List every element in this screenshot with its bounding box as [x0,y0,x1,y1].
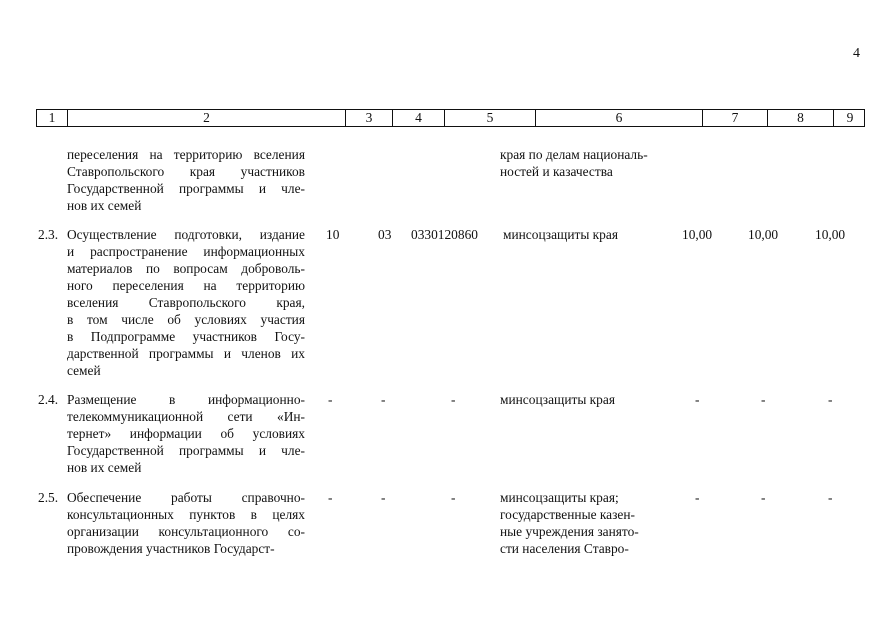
header-cell-3: 3 [345,110,392,126]
row-description [67,489,305,557]
description-line: провождения участников Государст- [67,541,275,556]
description-line: Ставропольского края участников [67,164,305,179]
description-line: семей [67,363,101,378]
row-col3: - [328,490,333,505]
row-col3: - [328,392,333,407]
description-line: дарственной программы и членов их [67,346,305,361]
executor-line: края по делам националь- [500,147,648,162]
description-line: материалов по вопросам доброволь- [67,261,305,276]
continuation-description [67,146,305,214]
row-number: 2.4. [38,392,59,407]
row-col9: - [828,392,833,407]
row-col8: 10,00 [748,227,779,242]
description-line: Размещение в информационно- [67,392,305,407]
header-cell-2: 2 [67,110,345,126]
row-col7: - [695,392,700,407]
row-col9: 10,00 [815,227,846,242]
header-cell-6: 6 [535,110,702,126]
row-description [67,391,305,476]
description-line: вселения Ставропольского края, [67,295,305,310]
description-line: Государственной программы и чле- [67,443,305,458]
row-col7: - [695,490,700,505]
executor-line: ные учреждения занято- [500,524,639,539]
description-line: нов их семей [67,460,142,475]
description-line: в Подпрограмме участников Госу- [67,329,305,344]
description-line: Государственной программы и чле- [67,181,305,196]
executor-line: минсоцзащиты края [503,227,618,242]
header-cell-9: 9 [833,110,866,126]
executor-line: сти населения Ставро- [500,541,629,556]
row-col4: - [381,490,386,505]
row-col3: 10 [326,227,340,242]
row-col8: - [761,392,766,407]
header-cell-1: 1 [48,110,56,125]
row-executor [500,391,615,408]
row-col8: - [761,490,766,505]
executor-line: государственные казен- [500,507,635,522]
row-executor [500,489,639,557]
executor-line: ностей и казачества [500,164,613,179]
executor-line: минсоцзащиты края; [500,490,619,505]
row-col5: 0330120860 [411,227,478,242]
row-number: 2.5. [38,490,59,505]
description-line: тернет» информации об условиях [67,426,305,441]
description-line: ного переселения на территорию [67,278,305,293]
description-line: телекоммуникационной сети «Ин- [67,409,305,424]
row-col5: - [451,490,456,505]
header-cell-5: 5 [444,110,535,126]
description-line: Обеспечение работы справочно- [67,490,305,505]
description-line: нов их семей [67,198,142,213]
row-col5: - [451,392,456,407]
row-number: 2.3. [38,227,59,242]
description-line: консультационных пунктов в целях [67,507,305,522]
row-executor [503,226,618,243]
description-line: Осуществление подготовки, издание [67,227,305,242]
row-col7: 10,00 [682,227,713,242]
description-line: в том числе об условиях участия [67,312,305,327]
continuation-executor [500,146,648,180]
header-cell-7: 7 [702,110,767,126]
row-description [67,226,305,379]
header-cell-8: 8 [767,110,833,126]
executor-line: минсоцзащиты края [500,392,615,407]
description-line: и распространение информационных [67,244,305,259]
row-col9: - [828,490,833,505]
table-header-row [36,109,865,127]
row-col4: 03 [378,227,392,242]
page-number: 4 [853,46,860,61]
description-line: переселения на территорию вселения [67,147,305,162]
row-col4: - [381,392,386,407]
header-cell-4: 4 [392,110,444,126]
description-line: организации консультационного со- [67,524,305,539]
